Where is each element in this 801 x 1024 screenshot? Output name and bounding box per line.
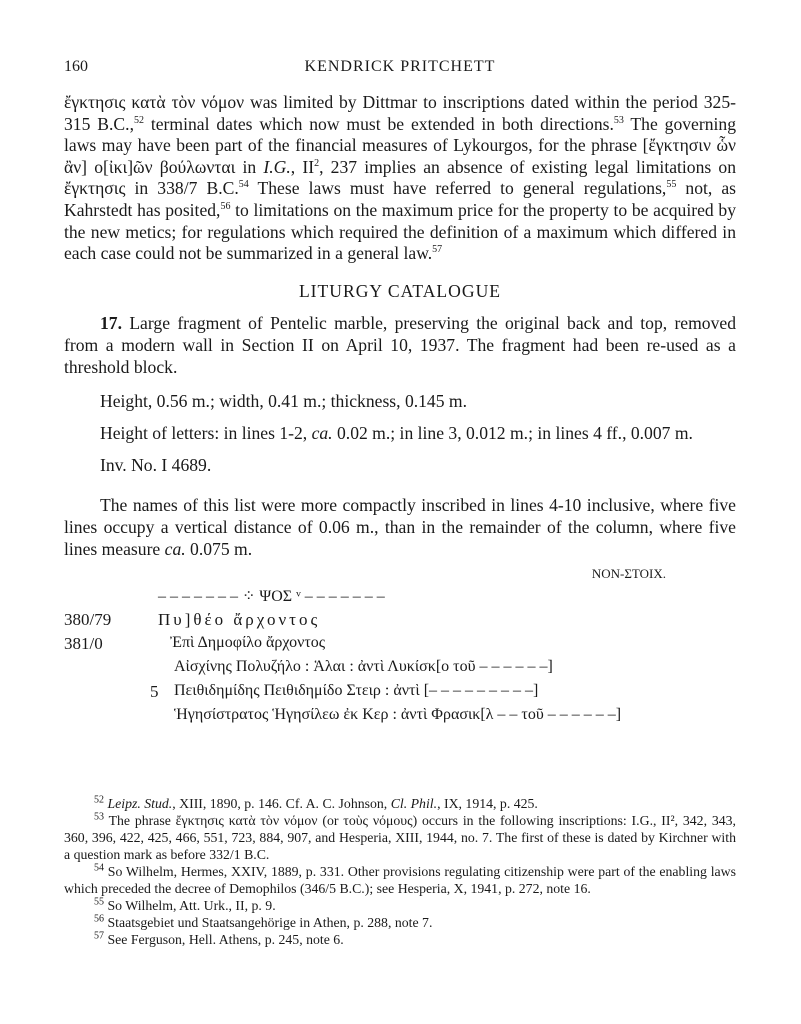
entry-description: 17. Large fragment of Pentelic marble, preserving the original back and top, removed from a modern wall in Section ΙΙ on April 10, 1937. The fragment had been re-used as a threshold block. — [64, 312, 736, 377]
running-head: KENDRICK PRITCHETT — [304, 58, 496, 75]
section-title: LITURGY CATALOGUE — [298, 280, 502, 301]
footnote-54: $^{54}$ So Wilhelm, Hermes, XXIV, 1889, p. 331. Other provisions regulating citizenship were part of the enabling laws which preceded the decree of Demophilos (346/5 B.C.); see Hesperia, X, 1941, p. 272, note 16. — [64, 862, 736, 896]
inscription-line-0: – – – – – – – ⁘ ΨΟΣ ᵛ – – – – – – – — [158, 587, 385, 605]
intro-paragraph: ἔγκτησις κατὰ τὸν νόμον was limited by Dittmar to inscriptions dated within the period 325-315 B.C.,$^{52}$ terminal dates which now must be extended in both directions.$^{53}$ The governing laws may have been part of the financial measures of Lykourgos, for the phrase [ἔγκτησιν ὧν ἂν] ο[ἰκι]ῶν βούλωνται in I.G., $II^2$, 237 implies an absence of existing legal limitations on ἔγκτησις in 338/7 B.C.$^{54}$ These laws must have referred to general regulations,$^{55}$ not, as Kahrstedt has posited,$^{56}$ to limitations on the maximum price for the property to be acquired by the new metics; for regulations which required the definition of a maximum which differed in each case could not be summarized in a general law.$^{57}$ — [64, 92, 737, 264]
inscription-line-1: Πυ]θέο ἄρχοντος — [158, 609, 321, 629]
page-header — [64, 52, 736, 82]
page-number: 160 — [64, 58, 88, 75]
inscription-line-6: Ἡγησίστρατος Ἡγησίλεω ἐκ Κερ : ἀντὶ Φρασικ[λ – – τοῦ – – – – – –] — [174, 705, 622, 723]
footnote-55: $^{55}$ So Wilhelm, Att. Urk., II, p. 9. — [94, 896, 276, 913]
entry-dimensions: Height, 0.56 m.; width, 0.41 m.; thickness, 0.145 m. — [100, 390, 468, 411]
non-stoich-label: NON-ΣΤΟΙΧ. — [591, 565, 666, 581]
line-number-5: 5 — [150, 681, 159, 701]
inscription-line-2: Ἐπὶ Δημοφίλο ἄρχοντος — [170, 633, 326, 651]
inscription-line-3: Αἰσχίνης Πολυζήλο : Ἁλαι : ἀντὶ Λυκίσκ[ο τοῦ – – – – – –] — [174, 657, 553, 675]
date-380: 380/79 — [64, 609, 112, 629]
entry-inventory: Inv. No. I 4689. — [100, 454, 212, 475]
footnote-57: $^{57}$ See Ferguson, Hell. Athens, p. 245, note 6. — [94, 930, 344, 947]
footnote-53: $^{53}$ The phrase ἔγκτησις κατὰ τὸν νόμον (or τοὺς νόμους) occurs in the following inscriptions: I.G., II², 342, 343, 360, 396, 422, 425, 466, 551, 723, 884, 907, and Hesperia, XIII, 1944, no. 7. The first of these is dated by Kirchner with a question mark as before 332/1 B.C. — [64, 811, 736, 862]
entry-note: The names of this list were more compactly inscribed in lines 4-10 inclusive, where five lines occupy a vertical distance of 0.06 m., than in the remainder of the column, where five lines measure ca. 0.075 m. — [64, 494, 736, 559]
footnotes — [64, 795, 736, 948]
page-body — [64, 92, 736, 726]
entry-number: 17. — [100, 312, 122, 333]
date-381: 381/0 — [64, 633, 103, 653]
entry-letter-heights: Height of letters: in lines 1-2, ca. 0.02 m.; in line 3, 0.012 m.; in lines 4 ff., 0.007 m. — [100, 422, 693, 443]
footnote-56: $^{56}$ Staatsgebiet und Staatsangehörige in Athen, p. 288, note 7. — [94, 913, 433, 930]
inscription-line-5: Πειθιδημίδης Πειθιδημίδο Στειρ : ἀντὶ [– – – – – – – – –] — [174, 681, 539, 699]
inscription-block — [64, 566, 736, 726]
footnote-52: $^{52}$ Leipz. Stud., XIII, 1890, p. 146. Cf. A. C. Johnson, Cl. Phil., IX, 1914, p. 425. — [94, 794, 538, 811]
